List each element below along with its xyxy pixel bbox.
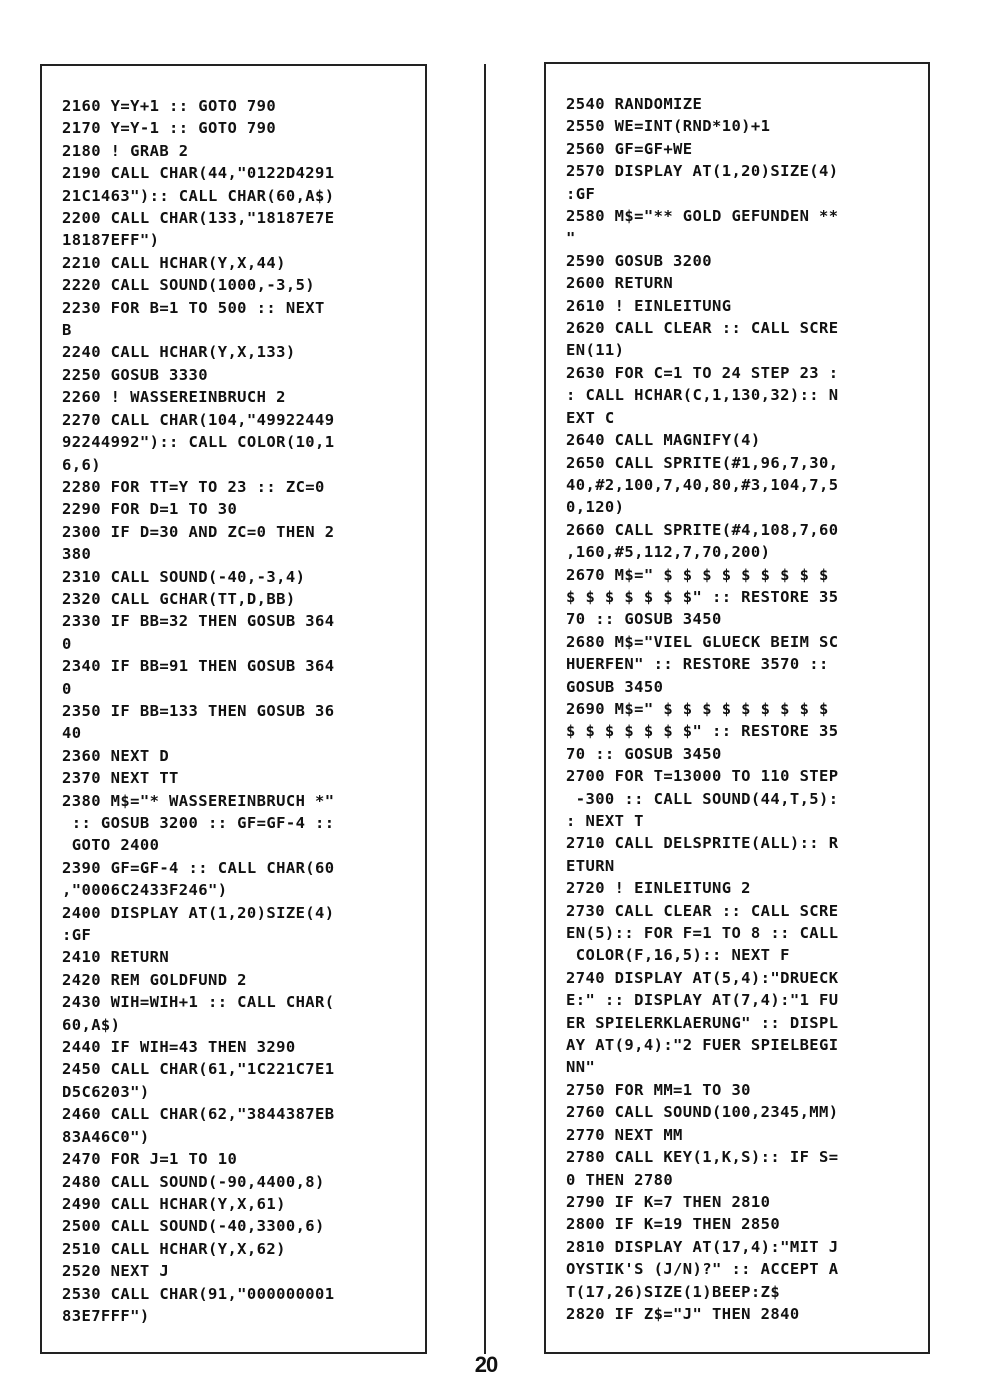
code-line: 2500 CALL SOUND(-40,3300,6) — [62, 1217, 325, 1236]
code-line: 2400 DISPLAY AT(1,20)SIZE(4) — [62, 903, 335, 922]
code-line: : NEXT T — [566, 812, 644, 830]
code-line: 2710 CALL DELSPRITE(ALL):: R — [566, 834, 839, 853]
code-line: 2530 CALL CHAR(91,"000000001 — [62, 1284, 335, 1303]
code-line: 2650 CALL SPRITE(#1,96,7,30, — [566, 453, 839, 472]
code-line: 0 — [62, 634, 72, 653]
code-line: 2160 Y=Y+1 :: GOTO 790 — [62, 97, 277, 115]
code-line: 2770 NEXT MM — [566, 1125, 683, 1144]
code-line: 2640 CALL MAGNIFY(4) — [566, 431, 761, 450]
code-line: E:" :: DISPLAY AT(7,4):"1 FU — [566, 991, 839, 1010]
code-line: 6,6) — [62, 455, 101, 474]
code-line: 380 — [62, 545, 92, 564]
code-line: 2260 ! WASSEREINBRUCH 2 — [62, 388, 286, 407]
code-line: 2470 FOR J=1 TO 10 — [62, 1150, 238, 1169]
code-line: 2590 GOSUB 3200 — [566, 251, 712, 270]
code-line: 2270 CALL CHAR(104,"49922449 — [62, 410, 335, 429]
code-line: 2540 RANDOMIZE — [566, 95, 703, 113]
code-line: 21C1463"):: CALL CHAR(60,A$) — [62, 186, 335, 205]
code-line: 2170 Y=Y-1 :: GOTO 790 — [62, 119, 277, 138]
code-line: EXT C — [566, 408, 615, 427]
code-line: 83A46C0") — [62, 1127, 150, 1146]
code-line: 2560 GF=GF+WE — [566, 139, 693, 158]
code-line: ,160,#5,112,7,70,200) — [566, 543, 771, 562]
code-line: 2720 ! EINLEITUNG 2 — [566, 879, 751, 898]
code-line: 2360 NEXT D — [62, 746, 170, 765]
code-line: 2680 M$="VIEL GLUECK BEIM SC — [566, 632, 839, 651]
code-line: 2450 CALL CHAR(61,"1C221C7E1 — [62, 1060, 335, 1079]
code-line: 2520 NEXT J — [62, 1262, 170, 1281]
code-line: 2780 CALL KEY(1,K,S):: IF S= — [566, 1148, 839, 1167]
code-line: B — [62, 321, 72, 340]
code-line: 40,#2,100,7,40,80,#3,104,7,5 — [566, 475, 839, 494]
right-listing-panel — [544, 62, 930, 1354]
code-line: 2600 RETURN — [566, 274, 674, 293]
page-number: 20 — [474, 1352, 498, 1377]
code-line: 0 THEN 2780 — [566, 1170, 674, 1189]
code-line: EN(11) — [566, 341, 625, 360]
code-line: 2670 M$=" $ $ $ $ $ $ $ $ $ — [566, 565, 829, 584]
code-line: 2580 M$="** GOLD GEFUNDEN ** — [566, 207, 839, 226]
code-listing-right — [566, 93, 922, 1325]
code-line: 2220 CALL SOUND(1000,-3,5) — [62, 276, 316, 295]
code-line: 2420 REM GOLDFUND 2 — [62, 970, 247, 989]
code-line: 2690 M$=" $ $ $ $ $ $ $ $ $ — [566, 699, 829, 718]
code-line: 2390 GF=GF-4 :: CALL CHAR(60 — [62, 858, 335, 877]
left-listing-panel — [40, 64, 427, 1354]
code-line: 18187EFF") — [62, 231, 160, 250]
code-line: 2730 CALL CLEAR :: CALL SCRE — [566, 901, 839, 920]
code-line: 2280 FOR TT=Y TO 23 :: ZC=0 — [62, 477, 325, 496]
code-line: 2790 IF K=7 THEN 2810 — [566, 1192, 771, 1211]
code-line: 2480 CALL SOUND(-90,4400,8) — [62, 1172, 325, 1191]
code-line: COLOR(F,16,5):: NEXT F — [566, 946, 790, 965]
code-line: 2620 CALL CLEAR :: CALL SCRE — [566, 319, 839, 338]
code-line: OYSTIK'S (J/N)?" :: ACCEPT A — [566, 1260, 839, 1279]
code-line: ETURN — [566, 856, 615, 875]
code-line: 2210 CALL HCHAR(Y,X,44) — [62, 253, 286, 272]
code-line: 2380 M$="* WASSEREINBRUCH *" — [62, 791, 335, 810]
code-line: 2300 IF D=30 AND ZC=0 THEN 2 — [62, 522, 335, 541]
code-line: :GF — [566, 184, 596, 203]
code-line: 2340 IF BB=91 THEN GOSUB 364 — [62, 657, 335, 676]
column-divider — [484, 64, 486, 1354]
code-line: T(17,26)SIZE(1)BEEP:Z$ — [566, 1282, 781, 1301]
code-line: 92244992"):: CALL COLOR(10,1 — [62, 433, 335, 452]
code-line: 2800 IF K=19 THEN 2850 — [566, 1215, 781, 1234]
code-line: 2190 CALL CHAR(44,"0122D4291 — [62, 164, 335, 183]
code-line: 2700 FOR T=13000 TO 110 STEP — [566, 767, 839, 786]
code-line: 2820 IF Z$="J" THEN 2840 — [566, 1304, 800, 1323]
code-line: 2570 DISPLAY AT(1,20)SIZE(4) — [566, 162, 839, 181]
code-line: -300 :: CALL SOUND(44,T,5): — [566, 789, 839, 808]
code-line: ER SPIELERKLAERUNG" :: DISPL — [566, 1013, 839, 1032]
code-line: 2630 FOR C=1 TO 24 STEP 23 : — [566, 363, 839, 382]
code-line: 2740 DISPLAY AT(5,4):"DRUECK — [566, 968, 839, 987]
code-line: 2810 DISPLAY AT(17,4):"MIT J — [566, 1237, 839, 1256]
code-line: NN" — [566, 1058, 596, 1077]
code-line: 2760 CALL SOUND(100,2345,MM) — [566, 1103, 839, 1122]
code-line: 2230 FOR B=1 TO 500 :: NEXT — [62, 298, 325, 317]
code-line: 60,A$) — [62, 1015, 121, 1034]
code-line: 0 — [62, 679, 72, 698]
code-line: 2180 ! GRAB 2 — [62, 141, 189, 160]
code-line: 2370 NEXT TT — [62, 769, 179, 788]
code-line: 2410 RETURN — [62, 948, 170, 967]
code-line: 2510 CALL HCHAR(Y,X,62) — [62, 1239, 286, 1258]
code-line: 2330 IF BB=32 THEN GOSUB 364 — [62, 612, 335, 631]
code-line: 2610 ! EINLEITUNG — [566, 296, 732, 315]
code-line: 2460 CALL CHAR(62,"3844387EB — [62, 1105, 335, 1124]
code-line: 70 :: GOSUB 3450 — [566, 744, 722, 763]
code-line: 2310 CALL SOUND(-40,-3,4) — [62, 567, 306, 586]
code-line: 2240 CALL HCHAR(Y,X,133) — [62, 343, 296, 362]
code-line: 2430 WIH=WIH+1 :: CALL CHAR( — [62, 993, 335, 1012]
code-line: 2200 CALL CHAR(133,"18187E7E — [62, 209, 335, 228]
code-line: AY AT(9,4):"2 FUER SPIELBEGI — [566, 1036, 839, 1055]
code-line: :: GOSUB 3200 :: GF=GF-4 :: — [62, 814, 335, 832]
code-line: 2350 IF BB=133 THEN GOSUB 36 — [62, 701, 335, 720]
code-line: 83E7FFF") — [62, 1306, 150, 1325]
code-line: 2660 CALL SPRITE(#4,108,7,60 — [566, 520, 839, 539]
code-line: ,"0006C2433F246") — [62, 881, 228, 900]
code-line: :GF — [62, 926, 92, 945]
code-line: EN(5):: FOR F=1 TO 8 :: CALL — [566, 924, 839, 943]
code-line: 2250 GOSUB 3330 — [62, 365, 208, 384]
code-line: 40 — [62, 724, 82, 743]
code-line: GOTO 2400 — [62, 836, 160, 855]
code-line: 2750 FOR MM=1 TO 30 — [566, 1080, 751, 1099]
code-line: 2490 CALL HCHAR(Y,X,61) — [62, 1194, 286, 1213]
code-line: : CALL HCHAR(C,1,130,32):: N — [566, 386, 839, 405]
code-line: 2440 IF WIH=43 THEN 3290 — [62, 1038, 296, 1057]
code-line: $ $ $ $ $ $ $" :: RESTORE 35 — [566, 587, 839, 606]
code-line: 2320 CALL GCHAR(TT,D,BB) — [62, 589, 296, 608]
code-listing-left — [62, 95, 419, 1327]
code-line: D5C6203") — [62, 1082, 150, 1101]
code-line: 2550 WE=INT(RND*10)+1 — [566, 117, 771, 136]
code-line: GOSUB 3450 — [566, 677, 664, 696]
code-line: HUERFEN" :: RESTORE 3570 :: — [566, 655, 829, 674]
code-line: $ $ $ $ $ $ $" :: RESTORE 35 — [566, 722, 839, 741]
code-line: 70 :: GOSUB 3450 — [566, 610, 722, 629]
code-line: 2290 FOR D=1 TO 30 — [62, 500, 238, 519]
code-line: 0,120) — [566, 498, 625, 517]
code-line: " — [566, 229, 576, 248]
